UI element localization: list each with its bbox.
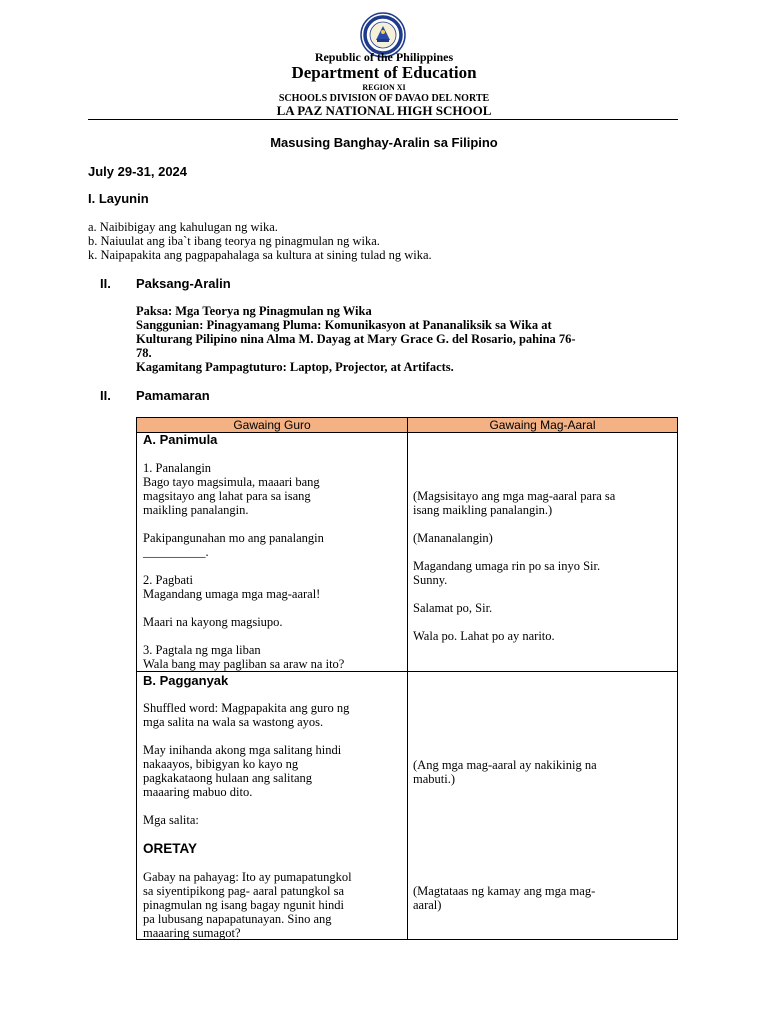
column-header-student: Gawaing Mag-Aaral [489, 418, 596, 432]
part-b-student-text: (Ang mga mag-aaral ay nakikinig na mabuti.) [413, 758, 597, 786]
part-b-guide-text: Gabay na pahayag: Ito ay pumapatungkol sa siyentipikong pag- aaral patungkol sa pinagmulan ng isang bagay ngunit hindi pa lubusang napapatunayan. Sino ang maaaring sumagot? [143, 870, 352, 940]
section-pamamaran-heading: Pamamaran [136, 388, 210, 403]
part-b-teacher-text: Shuffled word: Magpapakita ang guro ng mga salita na wala sa wastong ayos. May inihanda akong mga salitang hindi nakaayos, bibigyan ko kayo ng pagkakataong hulaan ang salitang maaaring mabuo dito. Mga salita: [143, 701, 350, 827]
part-a-teacher-text: 1. Panalangin Bago tayo magsimula, maaari bang magsitayo ang lahat para sa isang maikling panalangin. Pakipangunahan mo ang panalangin __________. 2. Pagbati Magandang umaga mga mag-aaral! Maari na kayong magsiupo. 3. Pagtala ng mga liban Wala bang may pagliban sa araw na ito? [143, 461, 345, 671]
section-paksa-numeral: II. [100, 276, 111, 291]
section-pamamaran-numeral: II. [100, 388, 111, 403]
subject-line: Kulturang Pilipino nina Alma M. Dayag at Mary Grace G. del Rosario, pahina 76- [136, 332, 576, 346]
part-a-heading: A. Panimula [143, 432, 218, 447]
header-republic: Republic of the Philippines [314, 50, 454, 64]
part-a-student-text: (Magsisitayo ang mga mag-aaral para sa isang maikling panalangin.) (Mananalangin) Magandang umaga rin po sa inyo Sir. Sunny. Salamat po, Sir. Wala po. Lahat po ay narito. [413, 489, 616, 643]
row-divider [137, 671, 677, 672]
header-department: Department of Education [291, 63, 477, 82]
section-layunin-heading: I. Layunin [88, 191, 149, 206]
objective-item: a. Naibibigay ang kahulugan ng wika. [88, 220, 278, 234]
subject-line: Paksa: Mga Teorya ng Pinagmulan ng Wika [136, 304, 372, 318]
lesson-date: July 29-31, 2024 [88, 164, 188, 179]
part-b-student-response: (Magtataas ng kamay ang mga mag- aaral) [413, 884, 596, 912]
header-region: REGION XI [362, 83, 406, 92]
column-header-teacher: Gawaing Guro [233, 418, 311, 432]
subject-line: 78. [136, 346, 152, 360]
section-paksa-heading: Paksang-Aralin [136, 276, 231, 291]
shuffled-word: ORETAY [143, 841, 198, 856]
part-b-heading: B. Pagganyak [143, 673, 229, 688]
objective-item: b. Naiuulat ang iba`t ibang teorya ng pinagmulan ng wika. [88, 234, 380, 248]
document-title: Masusing Banghay-Aralin sa Filipino [270, 135, 498, 150]
header-school: LA PAZ NATIONAL HIGH SCHOOL [276, 103, 492, 118]
objective-item: k. Naipapakita ang pagpapahalaga sa kultura at sining tulad ng wika. [88, 248, 432, 262]
header-division: SCHOOLS DIVISION OF DAVAO DEL NORTE [278, 93, 490, 104]
subject-line: Sanggunian: Pinagyamang Pluma: Komunikasyon at Pananaliksik sa Wika at [136, 318, 552, 332]
column-divider [407, 418, 408, 939]
header-divider [88, 119, 678, 120]
subject-line: Kagamitang Pampagtuturo: Laptop, Projector, at Artifacts. [136, 360, 454, 374]
lesson-procedure-table [136, 417, 678, 940]
